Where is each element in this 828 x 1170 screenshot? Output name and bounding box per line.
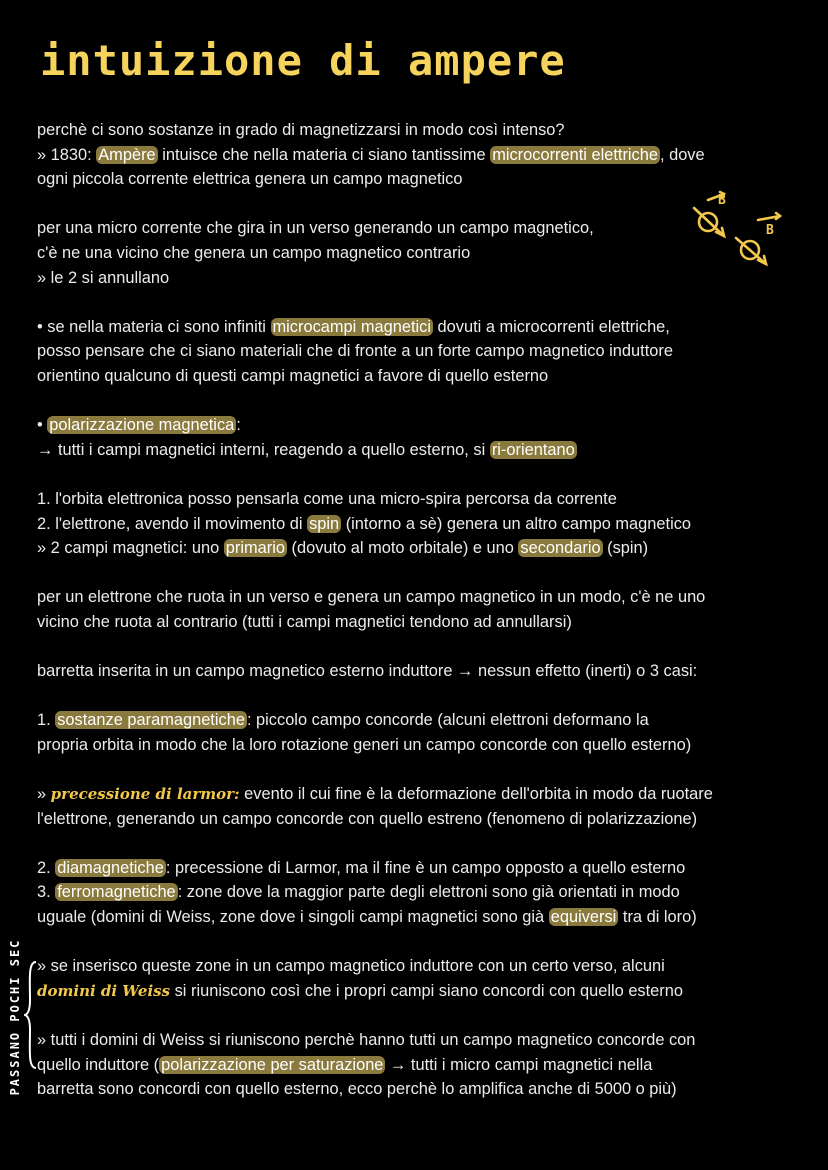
paragraph-micro-current: per una micro corrente che gira in un verso generando un campo magnetico, c'è ne una vicino che genera un campo magnetico contrario » le 2 si annullano bbox=[37, 219, 594, 287]
paragraph-saturazione: » tutti i domini di Weiss si riuniscono perchè hanno tutti un campo magnetico concorde con quello induttore ( polarizzazione per saturazione → tutti i micro campi magnetici nella barretta sono concordi con quello esterno, ecco perchè lo amplifica anche di 5000 o più) bbox=[37, 1030, 696, 1099]
side-annotation-text: PASSANO POCHI SEC bbox=[8, 938, 22, 1096]
page-title: intuizione di ampere bbox=[40, 36, 566, 85]
side-annotation bbox=[2, 935, 24, 1105]
paragraph-polarizzazione: • polarizzazione magnetica : → tutti i campi magnetici interni, reagendo a quello esterno, si ri-orientano bbox=[37, 416, 575, 459]
handwritten-domini-weiss: domini di Weiss bbox=[37, 981, 171, 1000]
vector-label-b-1: B bbox=[718, 193, 726, 208]
highlight-spin: spin bbox=[309, 514, 340, 533]
highlight-diamagnetiche: diamagnetiche bbox=[57, 858, 164, 877]
highlight-saturazione: polarizzazione per saturazione bbox=[161, 1055, 384, 1074]
paragraph-orbita: 1. l'orbita elettronica posso pensarla come una micro-spira percorsa da corrente 2. l'elettrone, avendo il movimento di spin (intorno a sè) genera un altro campo magnetico » 2 campi magnetici: uno primario (dovuto al moto orbitale) e uno secondario (spin) bbox=[37, 489, 692, 558]
highlight-secondario: secondario bbox=[520, 539, 601, 558]
highlight-equiversi: equiversi bbox=[550, 908, 617, 926]
paragraph-paramagnetiche: 1. sostanze paramagnetiche : piccolo campo concorde (alcuni elettroni deformano la propria orbita in modo che la loro rotazione generi un campo concorde con quello esterno) bbox=[37, 711, 692, 754]
highlight-ampere: Ampère bbox=[98, 145, 156, 164]
highlight-ri-orientano: ri-orientano bbox=[491, 440, 575, 459]
highlight-microcampi: microcampi magnetici bbox=[272, 317, 431, 336]
paragraph-domini: » se inserisco queste zone in un campo magnetico induttore con un certo verso, alcuni domini di Weiss si riuniscono così che i propri campi siano concordi con quello esterno bbox=[37, 957, 683, 1000]
paragraph-larmor: » precessione di larmor: evento il cui fine è la deformazione dell'orbita in modo da ruotare l'elettrone, generando un campo concorde con quello estreno (fenomeno di polarizzazione) bbox=[37, 785, 713, 828]
paragraph-intro: perchè ci sono sostanze in grado di magnetizzarsi in modo così intenso? » 1830: Ampère intuisce che nella materia ci siano tantissime microcorrenti elettriche , dove ogni piccola corrente elettrica genera un campo magnetico bbox=[37, 121, 705, 189]
highlight-primario: primario bbox=[225, 539, 285, 558]
highlight-ferromagnetiche: ferromagnetiche bbox=[57, 883, 176, 902]
notes-body bbox=[37, 118, 797, 1126]
paragraph-elettrone: per un elettrone che ruota in un verso e genera un campo magnetico in un modo, c'è ne uno vicino che ruota al contrario (tutti i campi magnetici tendono ad annullarsi) bbox=[37, 588, 706, 631]
highlight-microcorrenti: microcorrenti elettriche bbox=[492, 145, 658, 164]
vector-label-b-2: B bbox=[766, 223, 774, 238]
paragraph-barretta: barretta inserita in un campo magnetico esterno induttore → nessun effetto (inerti) o 3 casi: bbox=[37, 662, 698, 681]
paragraph-microcampi: • se nella materia ci sono infiniti microcampi magnetici dovuti a microcorrenti elettriche, posso pensare che ci siano materiali che di fronte a un forte campo magnetico induttore orientino qualcuno di questi campi magnetici a favore di quello esterno bbox=[37, 317, 673, 385]
handwritten-larmor: precessione di larmor: bbox=[50, 785, 240, 804]
highlight-polarizzazione: polarizzazione magnetica bbox=[49, 416, 235, 435]
curly-brace-icon bbox=[24, 960, 38, 1075]
paragraph-dia-ferro: 2. diamagnetiche : precessione di Larmor, ma il fine è un campo opposto a quello esterno 3. ferromagnetiche : zone dove la maggior parte degli elettroni sono già orientati in modo uguale (domini di Weiss, zone dove i singoli campi magnetici sono già equiversi tra di loro) bbox=[37, 858, 697, 926]
highlight-paramagnetiche: sostanze paramagnetiche bbox=[57, 711, 245, 730]
